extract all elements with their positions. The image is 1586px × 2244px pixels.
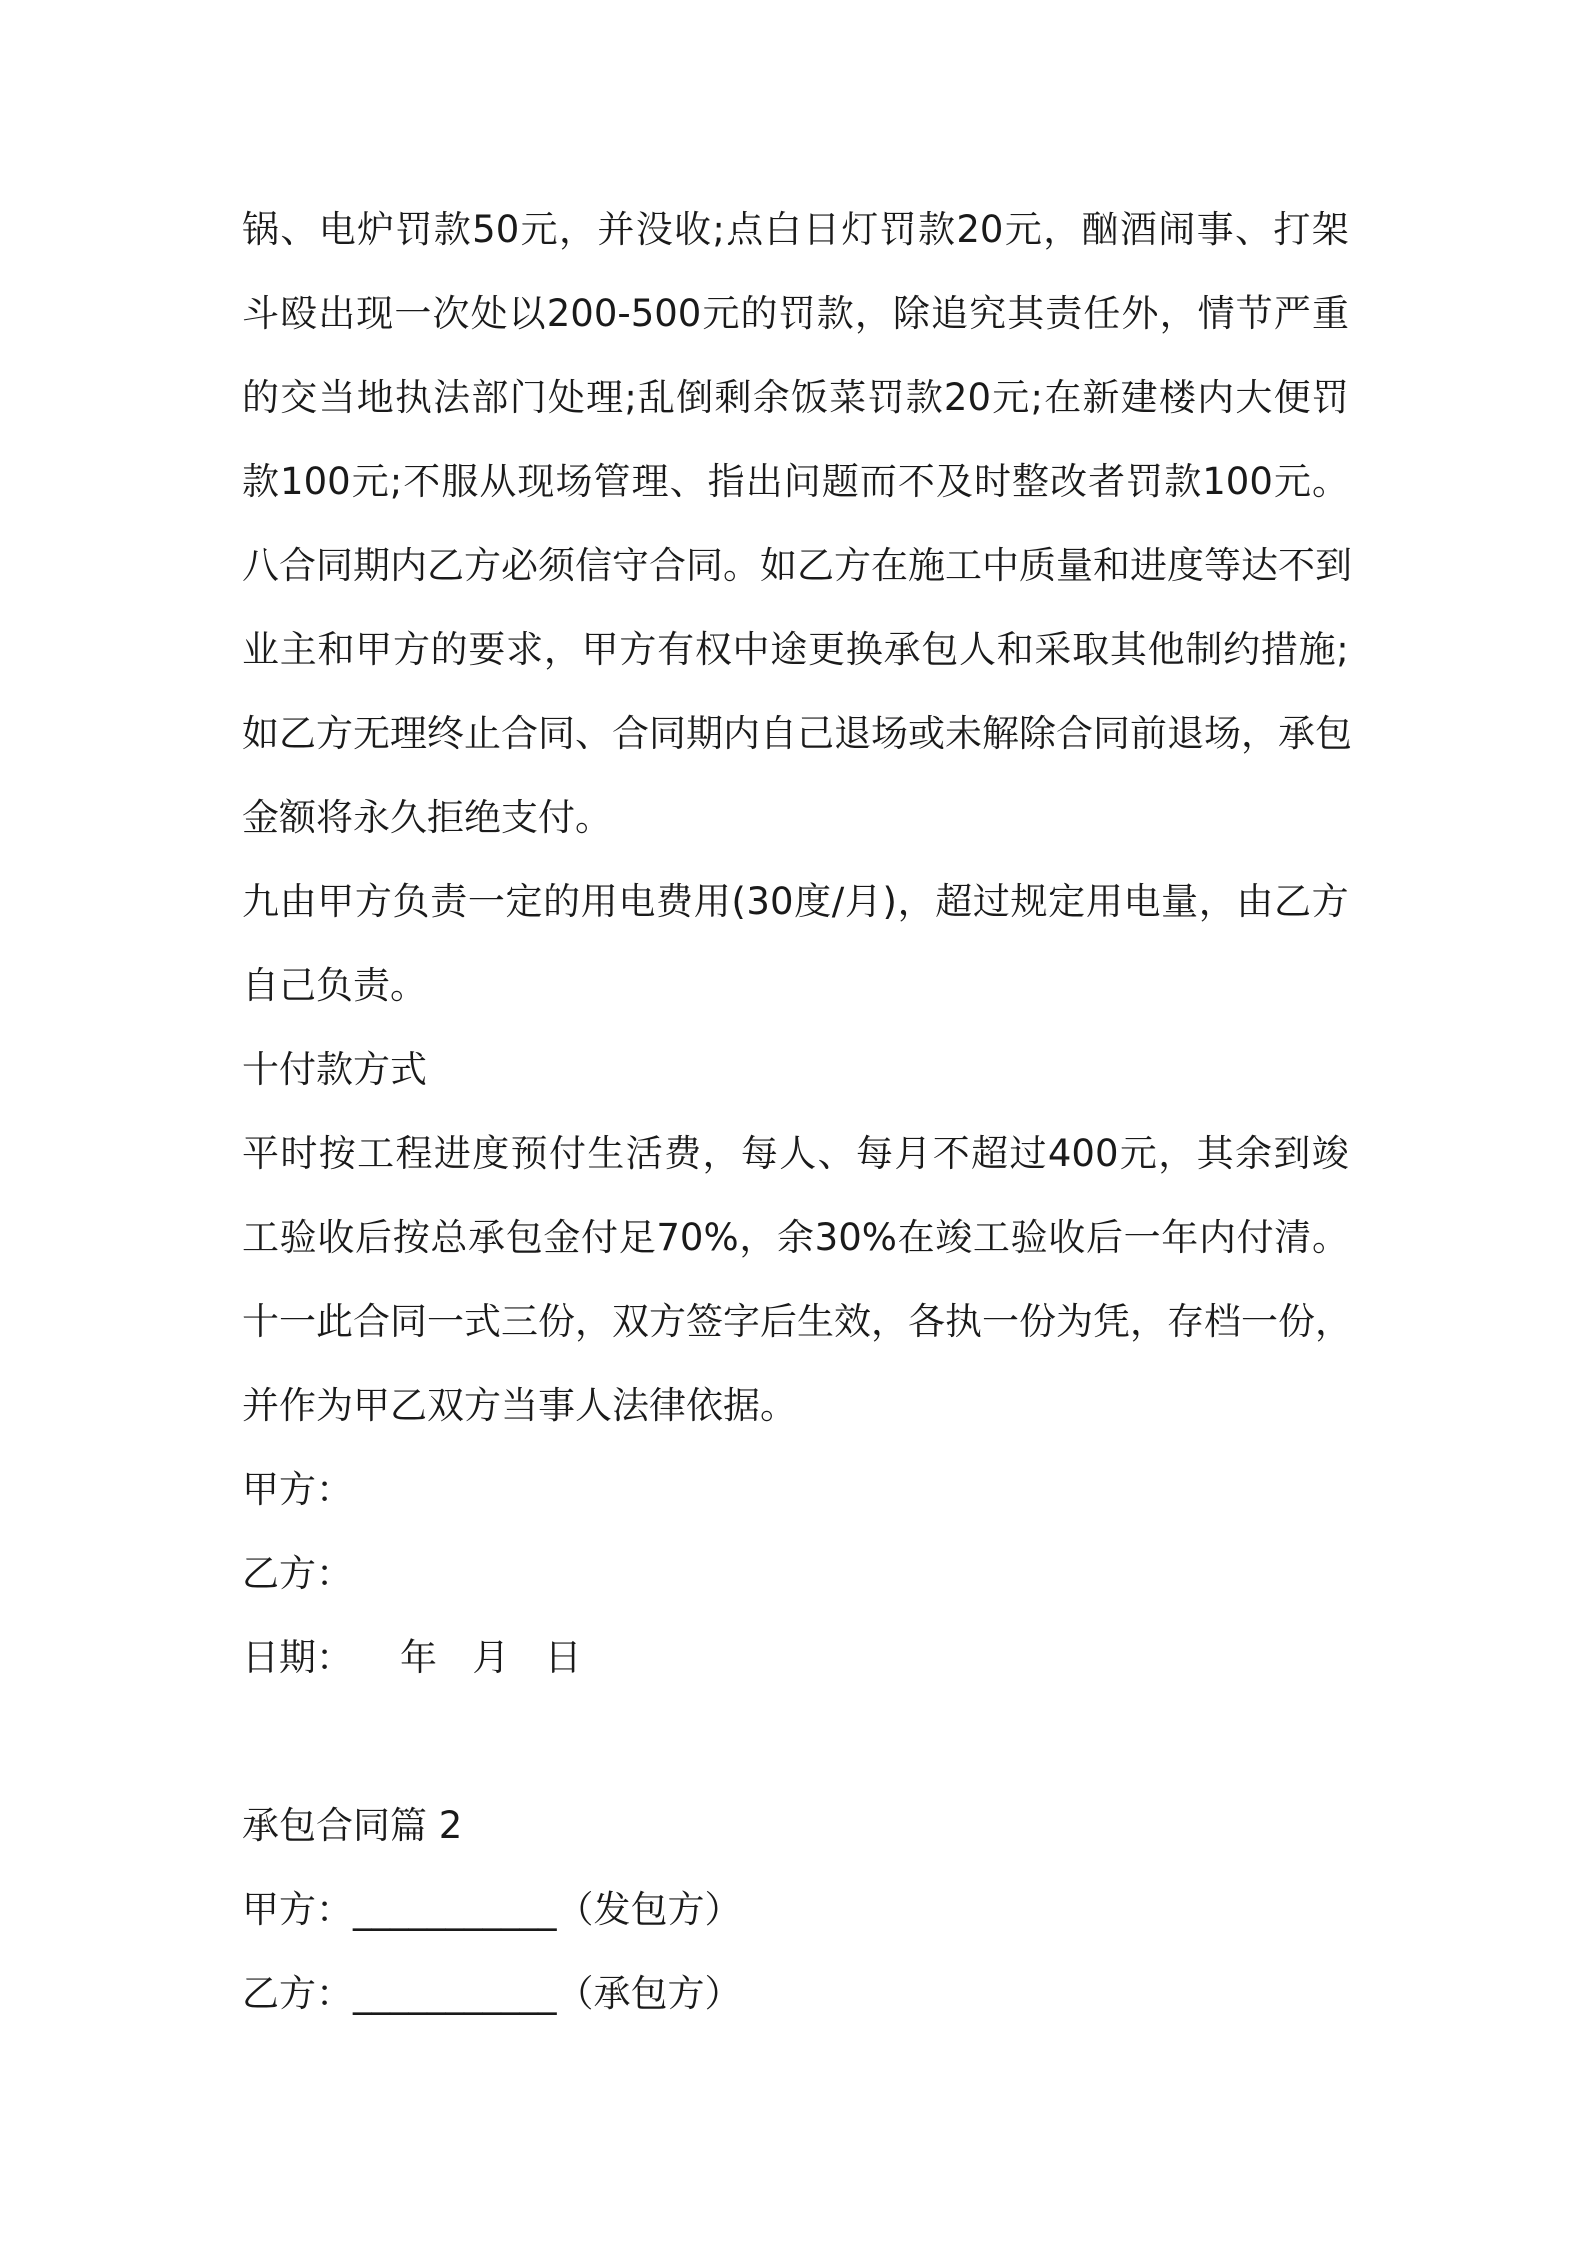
line-clause-8-4: 金额将永久拒绝支付。 — [242, 796, 612, 839]
line-clause-10-2: 工 验 收 后 按 总 承 包 金 付 足 70% ， 余 30% 在 竣 工 验 收 后 一 年 内 付 清 。 — [242, 1216, 1349, 1259]
line-party-b: 乙方： — [242, 1552, 353, 1595]
line-clause-9-1: 九 由 甲 方 负 责 一 定 的 用 电 费 用 ( 30 度 / 月 ) ， 超 过 规 定 用 电 量 ， 由 乙 方 — [242, 880, 1349, 923]
line-fines-2: 斗 殴 出 现 一 次 处 以 200-500 元 的 罚 款 ， 除 追 究 其 责 任 外 ， 情 节 严 重 — [242, 292, 1349, 335]
line-party-b-2: 乙方：___________（承包方） — [242, 1972, 742, 2015]
line-party-a: 甲方： — [242, 1468, 353, 1511]
line-clause-11-2: 并作为甲乙双方当事人法律依据。 — [242, 1384, 797, 1427]
line-fines-3: 的 交 当 地 执 法 部 门 处 理 ; 乱 倒 剩 余 饭 菜 罚 款 20 元 ; 在 新 建 楼 内 大 便 罚 — [242, 376, 1349, 419]
line-fines-4: 款 100 元 ; 不 服 从 现 场 管 理 、 指 出 问 题 而 不 及 时 整 改 者 罚 款 100 元 。 — [242, 460, 1349, 503]
line-clause-10-1: 平 时 按 工 程 进 度 预 付 生 活 费 ， 每 人 、 每 月 不 超 过 400 元 ， 其 余 到 竣 — [242, 1132, 1349, 1175]
line-party-a-2: 甲方：___________（发包方） — [242, 1888, 742, 1931]
line-clause-10-title: 十付款方式 — [242, 1048, 427, 1091]
line-date: 日期： 年 月 日 — [242, 1636, 582, 1679]
line-section-title: 承包合同篇 2 — [242, 1804, 463, 1847]
line-clause-8-2: 业 主 和 甲 方 的 要 求 ， 甲 方 有 权 中 途 更 换 承 包 人 和 采 取 其 他 制 约 措 施 ; — [242, 628, 1349, 671]
line-fines-1: 锅 、 电 炉 罚 款 50 元 ， 并 没 收 ; 点 白 日 灯 罚 款 20 元 ， 酗 酒 闹 事 、 打 架 — [242, 208, 1349, 251]
line-clause-8-1: 八 合 同 期 内 乙 方 必 须 信 守 合 同 。 如 乙 方 在 施 工 中 质 量 和 进 度 等 达 不 到 — [242, 544, 1352, 587]
line-clause-8-3: 如 乙 方 无 理 终 止 合 同 、 合 同 期 内 自 己 退 场 或 未 解 除 合 同 前 退 场 ， 承 包 — [242, 712, 1352, 755]
line-clause-11-1: 十 一 此 合 同 一 式 三 份 ， 双 方 签 字 后 生 效 ， 各 执 一 份 为 凭 ， 存 档 一 份 ， — [242, 1300, 1352, 1343]
line-clause-9-2: 自己负责。 — [242, 964, 427, 1007]
